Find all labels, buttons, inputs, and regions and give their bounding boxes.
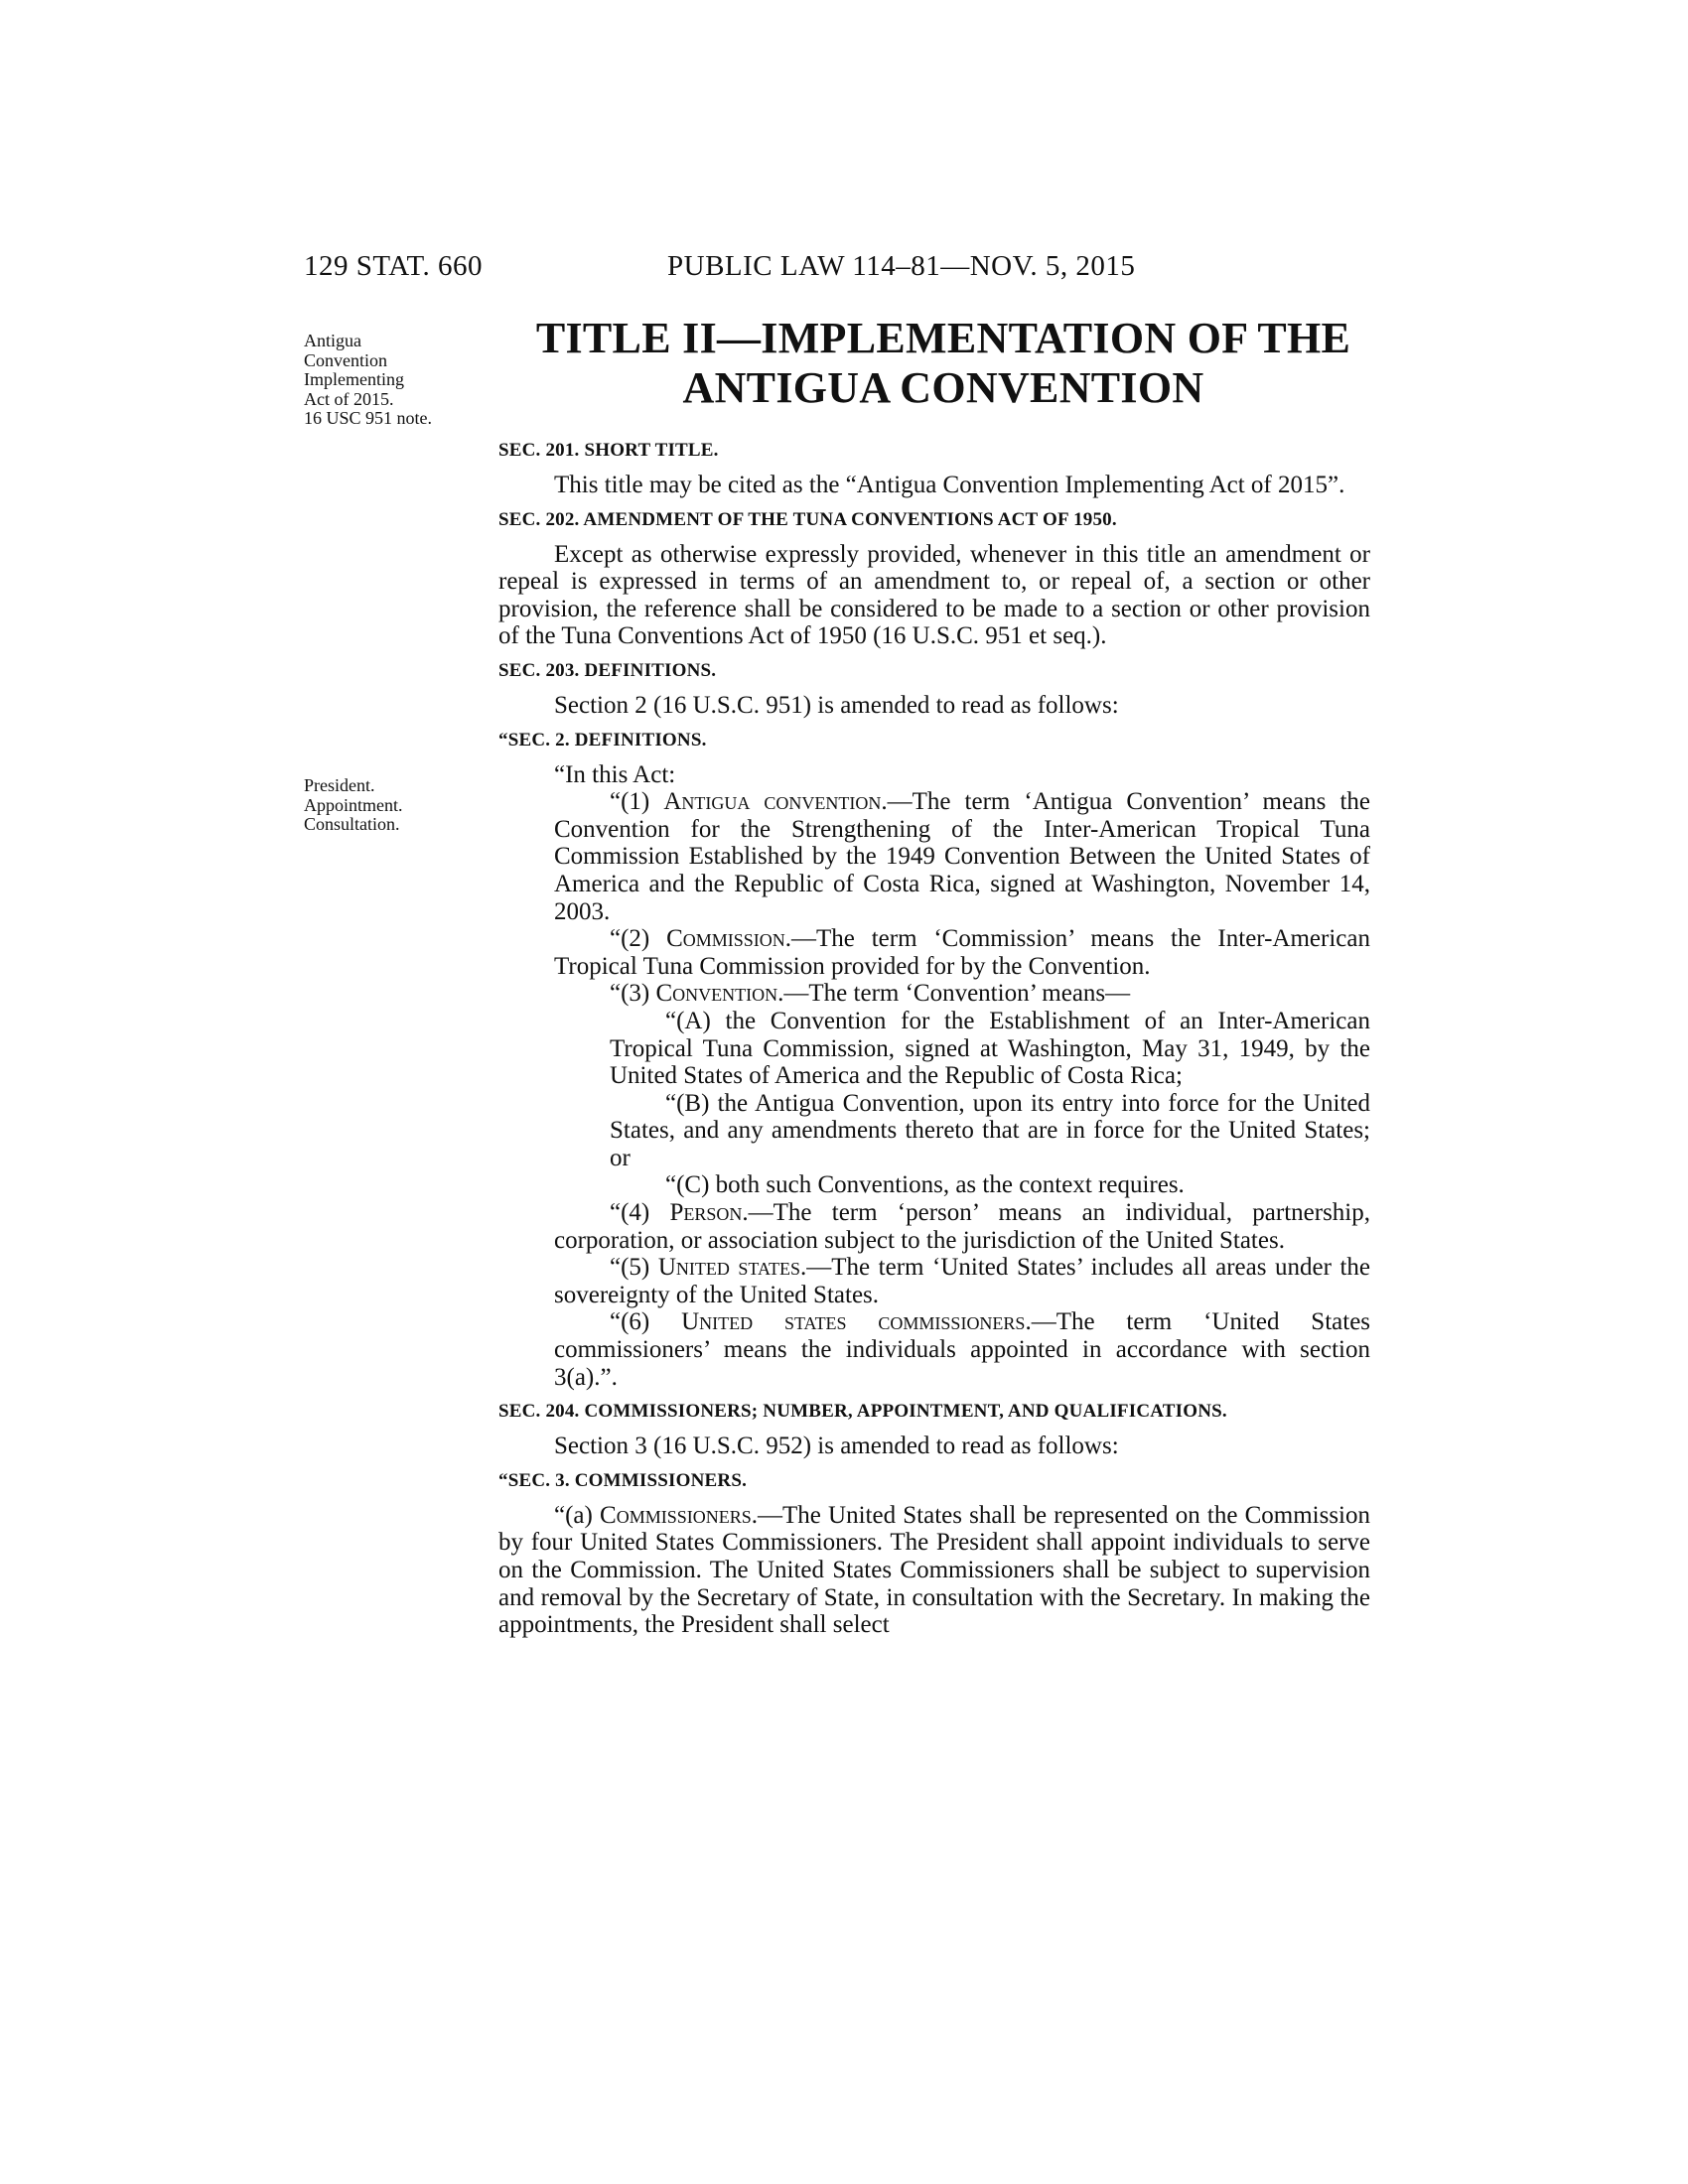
title-line: ANTIGUA CONVENTION: [682, 363, 1204, 412]
definition-3: [498, 980, 1370, 1008]
definition-3a: “(A) the Convention for the Establishment of an Inter-American Tropical Tuna Commission, signed at Washington, May 31, 1949, by the United States of America and the Republic of Costa Rica;: [610, 1007, 1370, 1090]
definition-term: Convention: [655, 980, 778, 1008]
definition-term: Antigua convention: [663, 788, 882, 816]
subsection-number: “(a): [554, 1501, 593, 1529]
subsection-term: Commissioners: [600, 1501, 752, 1529]
definition-3b: “(B) the Antigua Convention, upon its entry into force for the United States, and any amendments thereto that are in force for the United States; or: [610, 1089, 1370, 1171]
sec-204-heading: SEC. 204. COMMISSIONERS; NUMBER, APPOINTMENT, AND QUALIFICATIONS.: [498, 1401, 1227, 1423]
definition-1: [498, 788, 1370, 925]
definition-text: .—The term ‘Commission’ means the Inter-American Tropical Tuna Commission provided for by the Convention.: [554, 925, 1370, 980]
sec-203-intro: Section 2 (16 U.S.C. 951) is amended to read as follows:: [554, 691, 1119, 719]
margin-note-line: President.: [304, 775, 375, 795]
margin-note-line: Appointment.: [304, 794, 403, 815]
definition-number: “(6): [610, 1308, 650, 1336]
sec-202-text: Except as otherwise expressly provided, whenever in this title an amendment or repeal is expressed in terms of an amendment to, or repeal of, a section or other provision, the reference shall be considered to be made to a section or other provision of the Tuna Conventions Act of 1950 (16 U.S.C. 951 et seq.).: [498, 540, 1370, 650]
margin-note-line: Antigua: [304, 331, 361, 350]
definition-5: [498, 1254, 1370, 1308]
definition-term: Person: [669, 1199, 743, 1227]
definition-6: [498, 1308, 1370, 1391]
sec-201-text: This title may be cited as the “Antigua Convention Implementing Act of 2015”.: [554, 472, 1345, 498]
definition-number: “(4): [610, 1199, 650, 1227]
definition-term: United states: [657, 1254, 800, 1282]
definition-3c: “(C) both such Conventions, as the context requires.: [665, 1171, 1185, 1199]
margin-note-line: Act of 2015.: [304, 388, 394, 409]
subsection-text: .—The United States shall be represented on the Commission by four United States Commissioners. The President shall appoint individuals to serve on the Commission. The United States Commissioners shall be subject to supervision and removal by the Secretary of State, in consultation with the Secretary. In making the appointments, the President shall select: [498, 1501, 1371, 1639]
definition-text: .—The term ‘United States commissioners’ means the individuals appointed in accordance with section 3(a).”.: [554, 1308, 1371, 1391]
margin-note-president: [304, 776, 403, 835]
inner-sec-3-heading: “SEC. 3. COMMISSIONERS.: [498, 1469, 748, 1491]
margin-note-act-citation: [304, 332, 432, 429]
definition-text: .—The term ‘Antigua Convention’ means the Convention for the Strengthening of the Inter-American Tropical Tuna Commission Established by the 1949 Convention Between the United States of America and the Republic of Costa Rica, signed at Washington, November 14, 2003.: [554, 788, 1370, 925]
sec-204-intro: Section 3 (16 U.S.C. 952) is amended to read as follows:: [554, 1433, 1119, 1460]
in-this-act: “In this Act:: [554, 760, 676, 788]
definition-text: .—The term ‘Convention’ means—: [777, 980, 1131, 1008]
public-law-line: PUBLIC LAW 114–81—NOV. 5, 2015: [667, 250, 1136, 282]
stat-page-number: 129 STAT. 660: [304, 250, 484, 282]
running-header: [0, 250, 1688, 290]
title-heading: [477, 314, 1410, 413]
subsection-a: [498, 1502, 1370, 1639]
sec-201-heading: SEC. 201. SHORT TITLE.: [498, 440, 719, 461]
sec-203-heading: SEC. 203. DEFINITIONS.: [498, 659, 717, 681]
title-line: TITLE II—IMPLEMENTATION OF THE: [535, 314, 1351, 362]
definition-number: “(5): [610, 1254, 650, 1282]
definition-term: United states commissioners: [681, 1308, 1026, 1336]
margin-note-line: Convention: [304, 349, 387, 370]
definition-4: [498, 1199, 1370, 1254]
definition-number: “(1): [610, 788, 650, 816]
margin-note-line: 16 USC 951 note.: [304, 408, 433, 428]
definition-2: [498, 925, 1370, 980]
definition-number: “(2): [610, 925, 650, 953]
margin-note-line: Implementing: [304, 369, 404, 389]
definition-text: .—The term ‘United States’ includes all areas under the sovereignty of the United States.: [554, 1254, 1371, 1308]
document-body: [498, 430, 1370, 1639]
margin-note-line: Consultation.: [304, 814, 400, 834]
inner-sec-2-heading: “SEC. 2. DEFINITIONS.: [498, 729, 707, 751]
sec-202-heading: SEC. 202. AMENDMENT OF THE TUNA CONVENTIONS ACT OF 1950.: [498, 508, 1117, 530]
definition-term: Commission: [666, 925, 785, 953]
definition-number: “(3): [610, 980, 650, 1008]
definition-text: .—The term ‘person’ means an individual, partnership, corporation, or association subject to the jurisdiction of the United States.: [554, 1199, 1370, 1254]
